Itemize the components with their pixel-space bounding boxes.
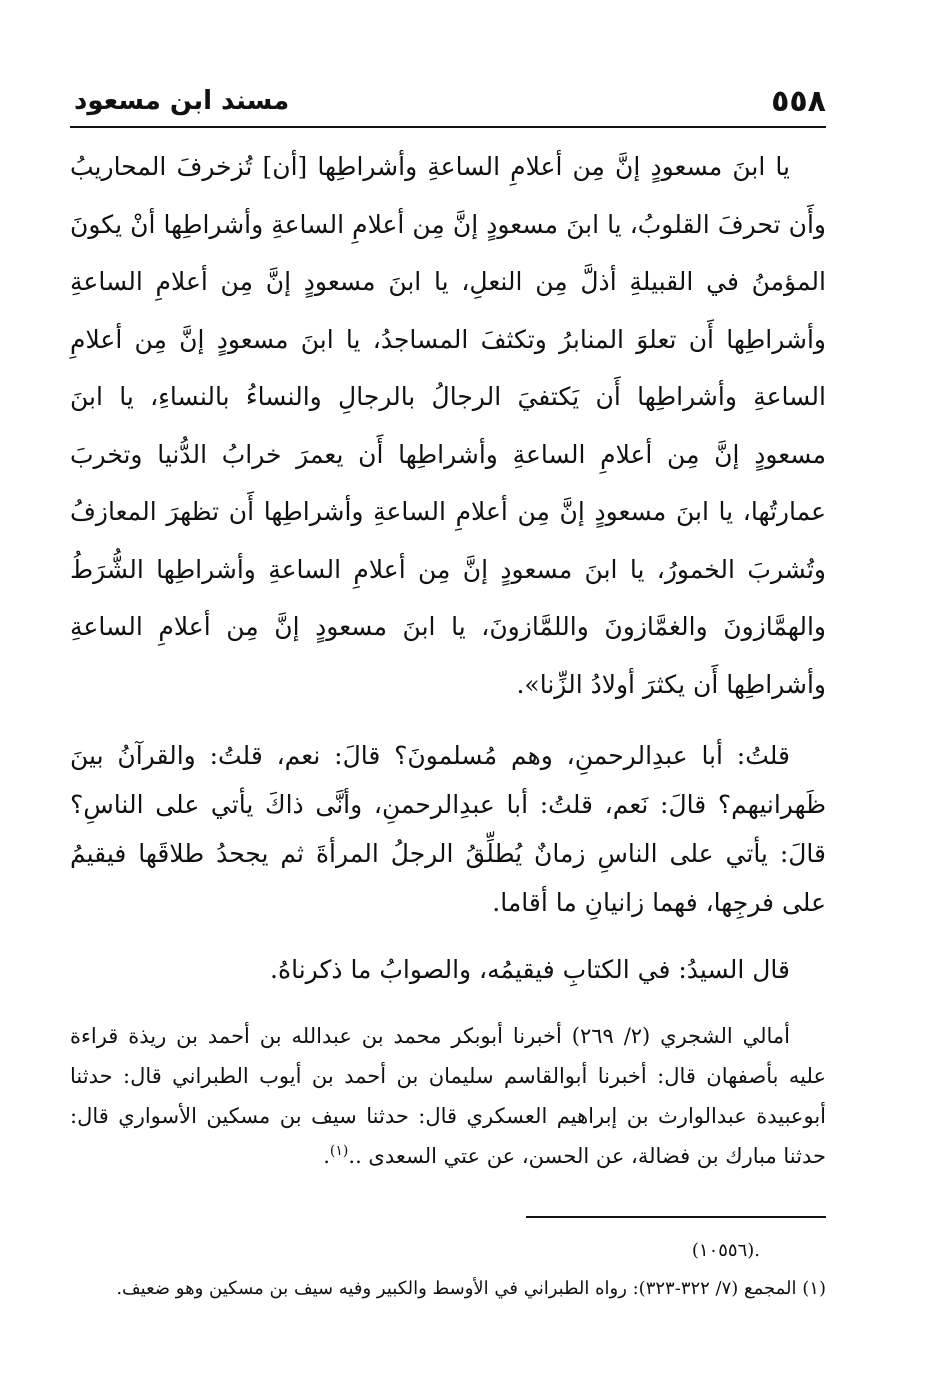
footnote-continued: .(١٠٥٥٦) (691, 1240, 760, 1261)
book-page (70, 78, 826, 1318)
hadith-paragraph: يا ابنَ مسعودٍ إنَّ مِن أعلامِ الساعةِ وأشراطِها [أن] تُزخرفَ المحاريبُ وأَن تحرفَ القلوبُ، يا ابنَ مسعودٍ إنَّ مِن أعلامِ الساعةِ وأشراطِها أنْ يكونَ المؤمنُ في القبيلةِ أذلَّ مِن النعلِ، يا ابنَ مسعودٍ إنَّ مِن أعلامِ الساعةِ وأشراطِها أَن تعلوَ المنابرُ وتكثفَ المساجدُ، يا ابنَ مسعودٍ إنَّ مِن أعلامِ الساعةِ وأشراطِها أَن يَكتفيَ الرجالُ بالرجالِ والنساءُ بالنساءِ، يا ابنَ مسعودٍ إنَّ مِن أعلامِ الساعةِ وأشراطِها أَن يعمرَ خرابُ الدُّنيا وتخربَ عمارتُها، يا ابنَ مسعودٍ إنَّ مِن أعلامِ الساعةِ وأشراطِها أَن تظهرَ المعازفُ وتُشربَ الخمورُ، يا ابنَ مسعودٍ إنَّ مِن أعلامِ الساعةِ وأشراطِها الشُّرَطُ والهمَّازونَ والغمَّازونَ واللمَّازونَ، يا ابنَ مسعودٍ إنَّ مِن أعلامِ الساعةِ وأشراطِها أَن يكثرَ أولادُ الزِّنا». (70, 152, 826, 699)
source-end-punctuation: . (323, 1144, 330, 1168)
dialogue-paragraph: قلتُ: أبا عبدِالرحمنِ، وهم مُسلمونَ؟ قالَ: نعم، قلتُ: والقرآنُ بينَ ظَهرانيهم؟ قالَ: نَعم، قلتُ: أبا عبدِالرحمنِ، وأنَّى ذاكَ يأتي على الناسِ؟ قالَ: يأتي على الناسِ زمانٌ يُطلِّقُ الرجلُ المرأةَ ثم يجحدُ طلاقَها فيقيمُ على فرجِها، فهما زانيانِ ما أقاما. (70, 741, 826, 917)
footnote-reference-1: (١) (329, 1143, 349, 1159)
source-paragraph (70, 1016, 826, 1176)
footnote-separator-rule (526, 1216, 826, 1218)
running-title: مسند ابن مسعود (74, 86, 290, 116)
page-number: ٥٥٨ (771, 84, 826, 119)
editor-comment-paragraph: قال السيدُ: في الكتابِ فيقيمُه، والصوابُ ما ذكرناهُ. (270, 955, 790, 984)
page-header (70, 78, 826, 128)
source-text: أمالي الشجري (٢/ ٢٦٩) أخبرنا أبوبكر محمد بن عبدالله بن أحمد بن ريذة قراءة عليه بأصفهان قال: أخبرنا أبوالقاسم سليمان بن أحمد بن أيوب الطبراني قال: حدثنا أبوعبيدة عبدالوارث بن إبراهيم العسكري قال: حدثنا سيف بن مسكين الأسواري قال: حدثنا مبارك بن فضالة، عن الحسن، عن عتي السعدى .. (70, 1024, 826, 1168)
footnotes-section (70, 1232, 826, 1308)
footnote-1: (١) المجمع (٧/ ٣٢٢-٣٢٣): رواه الطبراني في الأوسط والكبير وفيه سيف بن مسكين وهو ضعيف. (116, 1278, 826, 1299)
